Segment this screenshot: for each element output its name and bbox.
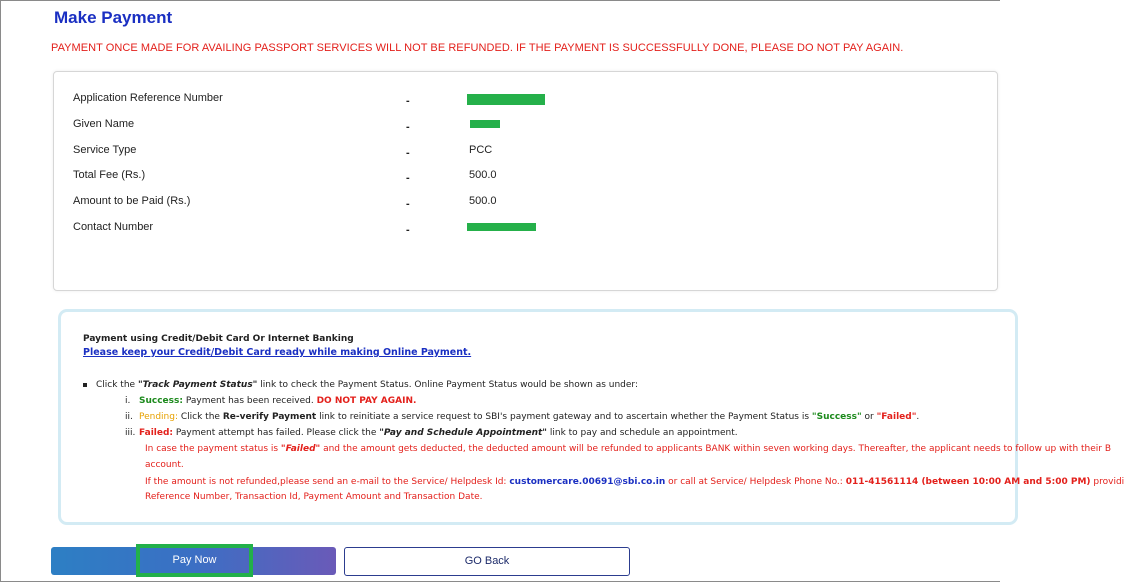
detail-row-reference: [54, 92, 997, 112]
detail-separator: -: [406, 224, 410, 236]
detail-separator: -: [406, 147, 410, 159]
detail-value: 500.0: [469, 195, 497, 207]
bullet-square-icon: [83, 383, 87, 387]
payment-info-content: [83, 334, 1124, 502]
card-ready-link[interactable]: Please keep your Credit/Debit Card ready while making Online Payment.: [83, 347, 472, 358]
detail-label: Service Type: [73, 144, 137, 156]
redaction-mark: [467, 94, 545, 105]
detail-value: 500.0: [469, 169, 497, 181]
helpdesk-note: If the amount is not refunded,please send an e-mail to the Service/ Helpdesk Id: customercare.00691@sbi.co.in or call at Service/ Helpdesk Phone No.: 011-41561114 (between 10:00 AM and 5:00 PM) providi: [145, 477, 1124, 487]
go-back-button[interactable]: GO Back: [344, 547, 630, 576]
redaction-mark: [470, 120, 500, 128]
status-item-failed: iii. Failed: Payment attempt has failed. Please click the "Pay and Schedule Appointment" link to pay and schedule an appointment.: [125, 428, 738, 438]
application-details-panel: [53, 71, 998, 291]
status-item-success: i. Success: Payment has been received. DO NOT PAY AGAIN.: [125, 396, 417, 406]
detail-row-given-name: [54, 118, 997, 138]
failed-status: Failed:: [139, 428, 174, 438]
detail-label: Application Reference Number: [73, 92, 223, 104]
success-status: Success:: [139, 396, 183, 406]
detail-separator: -: [406, 172, 410, 184]
detail-separator: -: [406, 198, 410, 210]
payment-info-panel: [58, 309, 1124, 525]
track-status-bullet: Click the "Track Payment Status" link to check the Payment Status. Online Payment Status would be shown as under:: [83, 380, 638, 390]
pay-and-schedule-link[interactable]: "Pay and Schedule Appointment": [379, 428, 547, 438]
detail-label: Total Fee (Rs.): [73, 169, 146, 181]
detail-value: PCC: [469, 144, 493, 156]
detail-label: Given Name: [73, 118, 135, 130]
pay-now-button[interactable]: Pay Now: [136, 544, 253, 577]
status-item-pending: ii. Pending: Click the Re-verify Payment link to reinitiate a service request to SBI's payment gateway and to ascertain whether the Payment Status is "Success" or "Failed".: [125, 412, 920, 422]
helpdesk-note-line2: Reference Number, Transaction Id, Payment Amount and Transaction Date.: [145, 492, 483, 502]
redaction-mark: [467, 223, 536, 231]
detail-row-total-fee: [54, 169, 997, 189]
re-verify-payment-link[interactable]: Re-verify Payment: [222, 412, 317, 422]
refund-note-line2: account.: [145, 460, 184, 470]
helpdesk-phone: 011-41561114 (between 10:00 AM and 5:00 PM): [845, 477, 1091, 487]
refund-warning: PAYMENT ONCE MADE FOR AVAILING PASSPORT SERVICES WILL NOT BE REFUNDED. IF THE PAYMENT IS SUCCESSFULLY DONE, PLEASE DO NOT PAY AGAIN.: [51, 42, 904, 54]
do-not-pay-warning: DO NOT PAY AGAIN.: [316, 396, 417, 406]
detail-separator: -: [406, 95, 410, 107]
helpdesk-email: customercare.00691@sbi.co.in: [509, 477, 666, 487]
detail-separator: -: [406, 121, 410, 133]
payment-method-heading: Payment using Credit/Debit Card Or Internet Banking: [83, 334, 354, 344]
detail-row-amount: [54, 195, 997, 215]
page-title: Make Payment: [54, 8, 173, 27]
pending-status: Pending:: [139, 412, 179, 422]
detail-row-service-type: [54, 144, 997, 164]
detail-label: Amount to be Paid (Rs.): [73, 195, 191, 207]
detail-label: Contact Number: [73, 221, 154, 233]
detail-row-contact: [54, 221, 997, 241]
track-payment-status-link[interactable]: "Track Payment Status": [137, 380, 258, 390]
refund-note: In case the payment status is "Failed" and the amount gets deducted, the deducted amount will be refunded to applicants BANK within seven working days. Thereafter, the applicant needs to follow up with their B: [145, 444, 1112, 454]
